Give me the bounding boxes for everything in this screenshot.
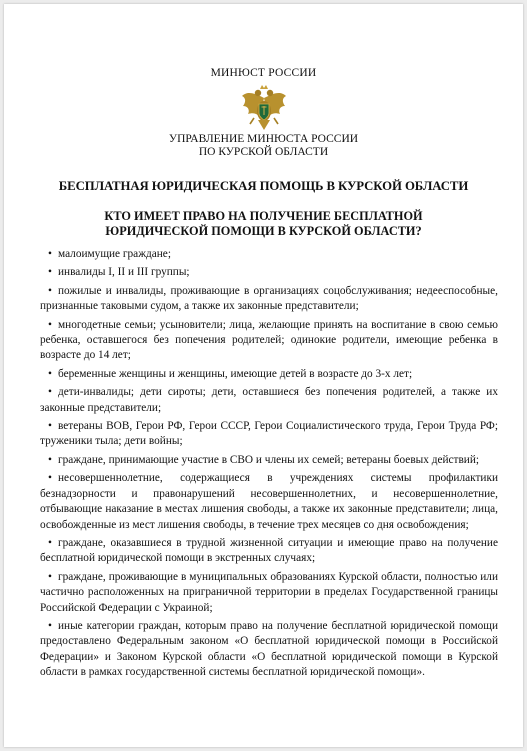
list-item-text: граждане, проживающие в муниципальных образованиях Курской области, полностью или частично расположенных на приграничной территории в пределах Государственной границы Российской Федерации с Украиной; — [40, 570, 498, 614]
list-item — [40, 570, 498, 616]
list-item — [40, 385, 498, 416]
list-item — [40, 318, 498, 364]
bullet-icon: • — [48, 266, 52, 279]
bullet-icon: • — [48, 284, 52, 297]
bullet-icon: • — [48, 619, 52, 632]
list-item — [40, 265, 498, 280]
list-item-text: беременные женщины и женщины, имеющие детей в возрасте до 3-х лет; — [58, 367, 413, 380]
list-item — [40, 471, 498, 533]
bullet-icon: • — [48, 570, 52, 583]
bullet-icon: • — [48, 453, 52, 466]
department-name — [4, 133, 523, 159]
list-item-text: инвалиды I, II и III группы; — [58, 266, 190, 279]
list-item-text: пожилые и инвалиды, проживающие в организациях соцобслуживания; недееспособные, признанные таковыми судом, а также их законные представители; — [40, 284, 498, 313]
list-item-text: ветераны ВОВ, Герои РФ, Герои СССР, Герои Социалистического труда, Герои Труда РФ; труженики тыла; дети войны; — [40, 420, 498, 448]
ministry-name: МИНЮСТ РОССИИ — [210, 67, 317, 79]
list-item — [40, 419, 498, 450]
eligibility-list — [40, 247, 498, 684]
bullet-icon: • — [48, 318, 52, 331]
department-line-1: УПРАВЛЕНИЕ МИНЮСТА РОССИИ — [168, 133, 359, 145]
list-item — [40, 284, 498, 315]
department-line-2: ПО КУРСКОЙ ОБЛАСТИ — [198, 146, 329, 158]
bullet-icon: • — [48, 386, 52, 399]
list-item-text: многодетные семьи; усыновители; лица, желающие принять на воспитание в свою семью ребенка, оставшегося без попечения родителей; одинокие родители, имеющие ребенка в возрасте до 14 лет; — [40, 318, 498, 362]
list-item — [40, 367, 498, 382]
page-title: БЕСПЛАТНАЯ ЮРИДИЧЕСКАЯ ПОМОЩЬ В КУРСКОЙ ОБЛАСТИ — [58, 179, 469, 193]
list-item-text: несовершеннолетние, содержащиеся в учреждениях системы профилактики безнадзорности и правонарушений несовершеннолетних, и несовершеннолетние, отбывающие наказание в местах лишения свободы, а также их законные представители; лица, освобожденные из мест лишения свободы, в течение трех месяцев со дня освобождения; — [40, 472, 498, 531]
list-item-text: малоимущие граждане; — [58, 248, 171, 260]
document-page — [4, 4, 523, 747]
double-headed-eagle-emblem-icon — [240, 84, 288, 134]
list-item — [40, 247, 498, 262]
section-heading-line-2: ЮРИДИЧЕСКОЙ ПОМОЩИ В КУРСКОЙ ОБЛАСТИ? — [105, 223, 422, 238]
list-item-text: граждане, принимающие участие в СВО и члены их семей; ветераны боевых действий; — [58, 453, 480, 466]
bullet-icon: • — [48, 420, 52, 433]
bullet-icon: • — [48, 536, 52, 549]
bullet-icon: • — [48, 367, 52, 380]
list-item — [40, 453, 498, 468]
section-heading — [4, 209, 523, 238]
list-item — [40, 619, 498, 681]
section-heading-line-1: КТО ИМЕЕТ ПРАВО НА ПОЛУЧЕНИЕ БЕСПЛАТНОЙ — [104, 209, 423, 223]
list-item-text: иные категории граждан, которым право на получение бесплатной юридической помощи предоставлено Федеральным законом «О бесплатной юридической помощи в Российской Федерации» и Законом Курской области «О бесплатной юридической помощи в Курской области в рамках государственной системы бесплатной юридической помощи». — [40, 619, 498, 679]
bullet-icon: • — [48, 248, 52, 260]
bullet-icon: • — [48, 472, 52, 485]
list-item — [40, 536, 498, 567]
list-item-text: граждане, оказавшиеся в трудной жизненной ситуации и имеющие право на получение бесплатной юридической помощи в экстренных случаях; — [40, 536, 498, 565]
list-item-text: дети-инвалиды; дети сироты; дети, оставшиеся без попечения родителей, а также их законные представители; — [40, 386, 498, 414]
